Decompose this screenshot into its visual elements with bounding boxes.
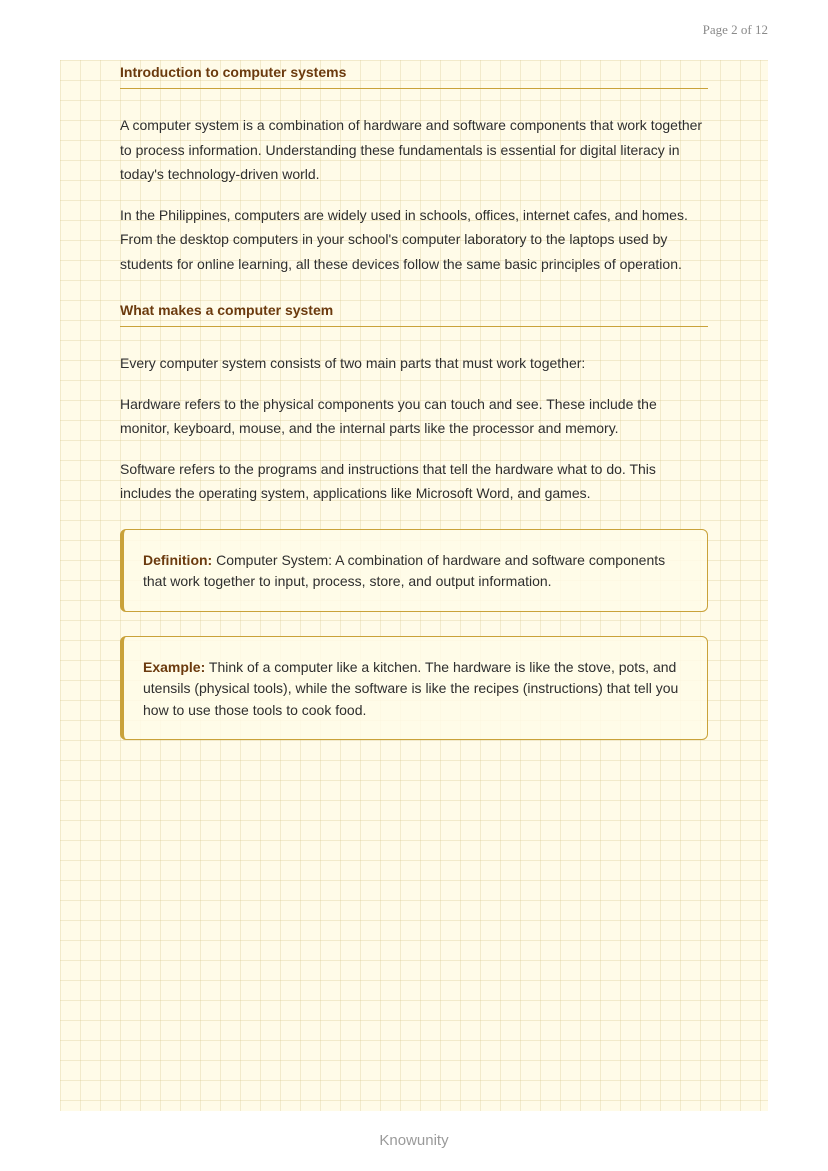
paragraph: Every computer system consists of two main parts that must work together: [120, 355, 586, 371]
paragraph: A computer system is a combination of hardware and software components that work together to process information. Understanding these fundamentals is essential for digital literacy in today's technology-driven world. [120, 117, 703, 182]
definition-callout [120, 529, 708, 612]
section-heading-introduction: Introduction to computer systems [120, 62, 708, 89]
example-text-block [143, 657, 685, 722]
paragraph: In the Philippines, computers are widely used in schools, offices, internet cafes, and homes. From the desktop computers in your school's computer laboratory to the laptops used by students for online learning, all these devices follow the same basic principles of operation. [120, 206, 688, 272]
document-content [120, 60, 708, 740]
definition-text-block [143, 550, 685, 593]
example-text: Think of a computer like a kitchen. The hardware is like the stove, pots, and utensils (physical tools), while the software is like the recipes (instructions) that tell you how to use those tools to cook food. [143, 658, 679, 718]
definition-text: Computer System: A combination of hardware and software components that work together to input, process, store, and output information. [143, 551, 666, 589]
page-number: Page 2 of 12 [702, 22, 768, 37]
footer-brand: Knowunity [379, 1132, 449, 1149]
definition-label: Definition: [143, 551, 213, 568]
section-heading-what-makes: What makes a computer system [120, 300, 708, 327]
grid-paper [60, 60, 768, 1111]
example-label: Example: [143, 658, 206, 675]
paragraph-software: Software refers to the programs and instructions that tell the hardware what to do. This includes the operating system, applications like Microsoft Word, and games. [120, 460, 656, 501]
paragraph-hardware: Hardware refers to the physical components you can touch and see. These include the monitor, keyboard, mouse, and the internal parts like the processor and memory. [120, 395, 657, 436]
example-callout [120, 636, 708, 741]
